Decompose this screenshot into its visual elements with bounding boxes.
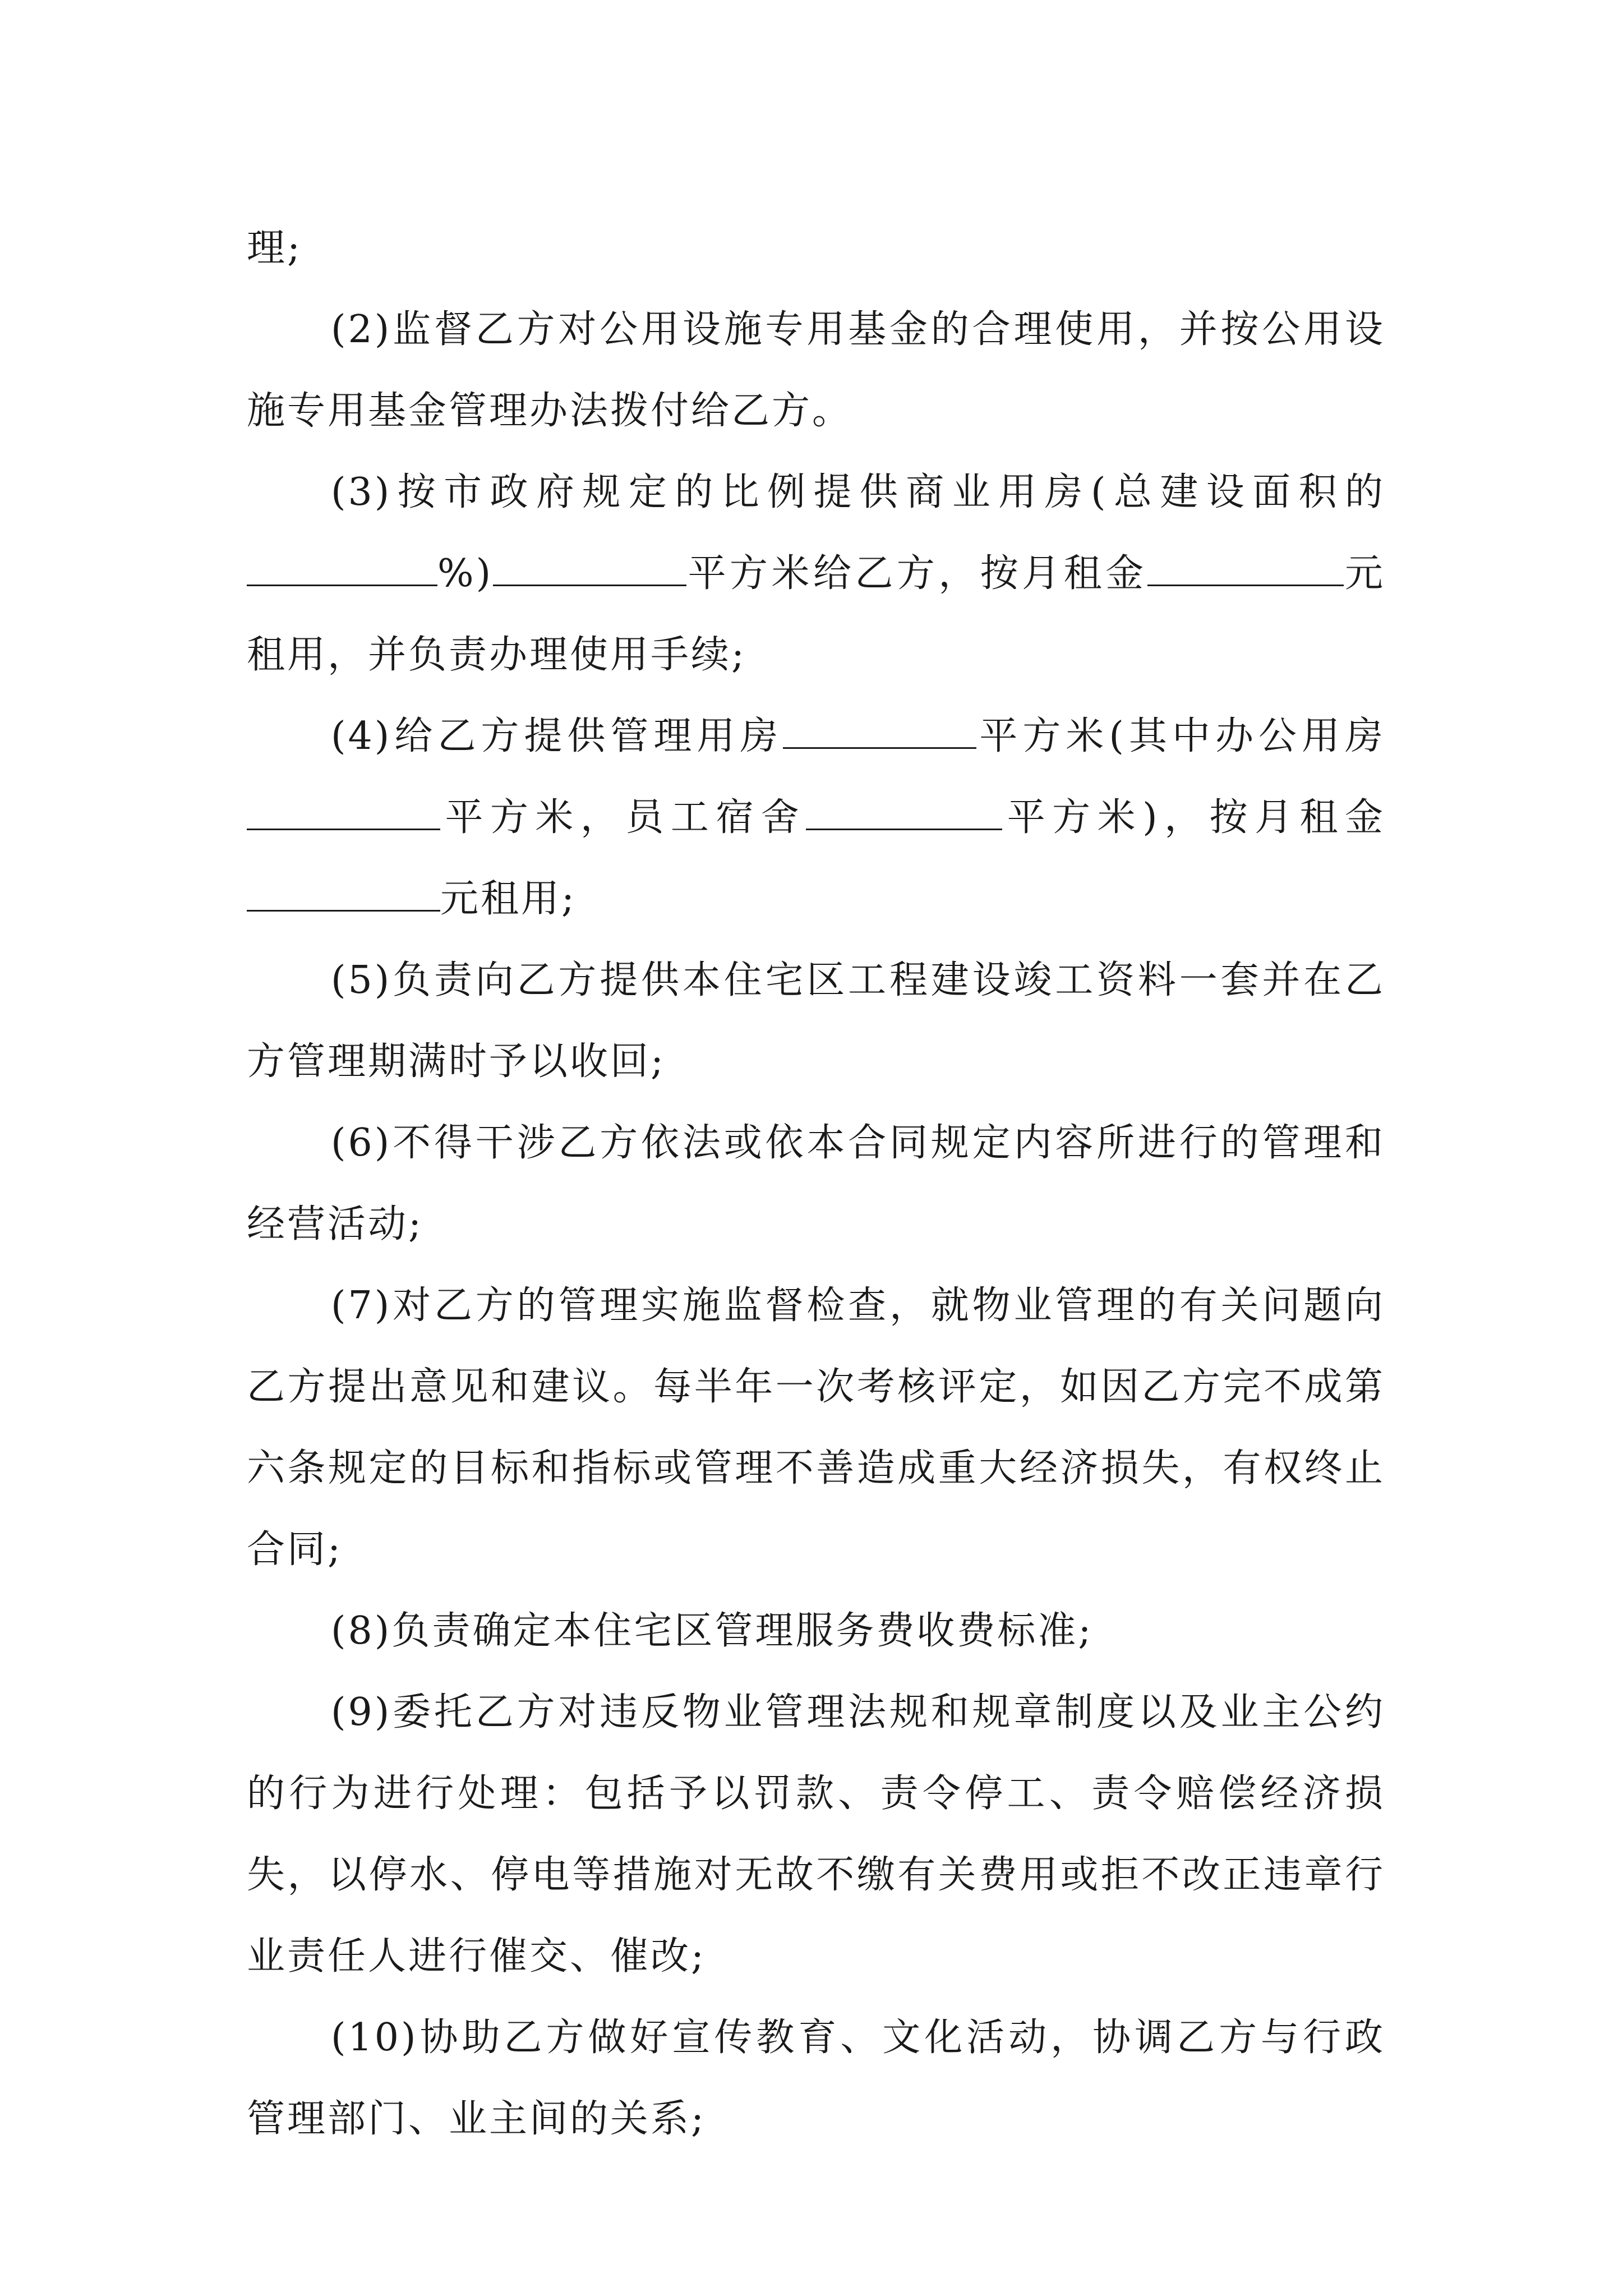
fill-in-blank: [493, 550, 686, 586]
paragraph-text: (3)按市政府规定的比例提供商业用房(总建设面积的: [331, 470, 1385, 514]
paragraph-text: (4)给乙方提供管理用房: [331, 714, 783, 758]
paragraph-6: [247, 1102, 1385, 1265]
paragraph-text: (7)对乙方的管理实施监督检查，就物业管理的有关问题向乙方提出意见和建议。每半年一次考核评定，如因乙方完不成第六条规定的目标和指标或管理不善造成重大经济损失，有权终止合同;: [247, 1283, 1385, 1572]
paragraph-text: 平方米给乙方，按月租金: [686, 551, 1147, 596]
paragraph-2: [247, 289, 1385, 452]
fill-in-blank: [806, 794, 1002, 830]
paragraph-4: [247, 696, 1385, 940]
paragraph-text: (6)不得干涉乙方依法或依本合同规定内容所进行的管理和经营活动;: [247, 1121, 1385, 1246]
paragraph-text: 平方米(其中办公用房: [976, 714, 1386, 758]
fill-in-blank: [247, 794, 440, 830]
fill-in-blank: [247, 876, 440, 912]
fill-in-blank: [783, 713, 976, 749]
paragraph-text: 平方米)，按月租金: [1002, 795, 1385, 840]
paragraph-text: 平方米，员工宿舍: [440, 795, 806, 840]
paragraph-9: [247, 1672, 1385, 1997]
paragraph-text: 理;: [247, 226, 302, 270]
document-body: [247, 208, 1385, 2160]
paragraph-3: [247, 452, 1385, 696]
paragraph-text: 元租用;: [440, 877, 577, 921]
fill-in-blank: [247, 550, 437, 586]
paragraph-7: [247, 1265, 1385, 1590]
paragraph-text: (9)委托乙方对违反物业管理法规和规章制度以及业主公约的行为进行处理：包括予以罚款、责令停工、责令赔偿经济损失，以停水、停电等措施对无故不缴有关费用或拒不改正违章行业责任人进行催交、催改;: [247, 1690, 1385, 1978]
paragraph-8: [247, 1590, 1385, 1672]
paragraph-text: 元租用，并负责办理使用手续;: [247, 551, 1385, 677]
paragraph-5: [247, 940, 1385, 1102]
fill-in-blank: [1147, 550, 1344, 586]
paragraph-text: %): [437, 551, 494, 596]
paragraph-text: (8)负责确定本住宅区管理服务费收费标准;: [331, 1609, 1094, 1653]
paragraph-text: (5)负责向乙方提供本住宅区工程建设竣工资料一套并在乙方管理期满时予以收回;: [247, 958, 1385, 1084]
paragraph-text: (10)协助乙方做好宣传教育、文化活动，协调乙方与行政管理部门、业主间的关系;: [247, 2016, 1385, 2141]
paragraph-text: (2)监督乙方对公用设施专用基金的合理使用，并按公用设施专用基金管理办法拨付给乙方。: [247, 307, 1385, 433]
paragraph-continuation: [247, 208, 1385, 289]
paragraph-10: [247, 1997, 1385, 2160]
